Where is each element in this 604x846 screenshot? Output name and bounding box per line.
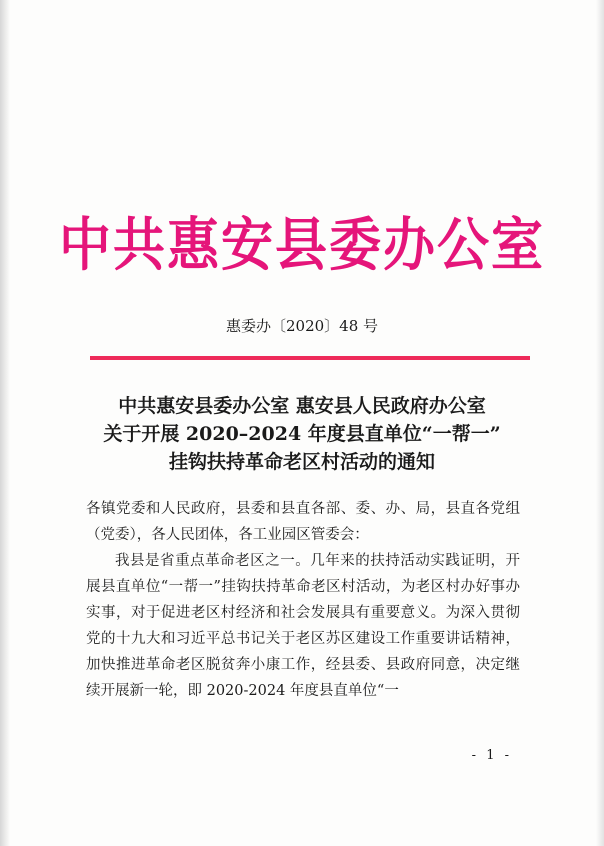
body-paragraph-1: 我县是省重点革命老区之一。几年来的扶持活动实践证明，开展县直单位“一帮一”挂钩扶持革命老区村活动，为老区村办好事办实事，对于促进老区村经济和社会发展具有重要意义。为深入贯彻党的十九大和习近平总书记关于老区苏区建设工作重要讲话精神，加快推进革命老区脱贫奔小康工作，经县委、县政府同意，决定继续开展新一轮，即 2020-2024 年度县直单位“一 bbox=[86, 553, 520, 699]
notice-title-line-1: 中共惠安县委办公室 惠安县人民政府办公室 bbox=[118, 395, 486, 417]
org-header-title: 中共惠安县委办公室 bbox=[58, 211, 545, 279]
notice-title bbox=[60, 392, 544, 476]
notice-title-line-2: 关于开展 2020–2024 年度县直单位“一帮一” bbox=[103, 423, 501, 445]
notice-title-line-3: 挂钩扶持革命老区村活动的通知 bbox=[168, 451, 435, 473]
addressee-paragraph: 各镇党委和人民政府，县委和县直各部、委、办、局，县直各党组（党委），各人民团体，各工业园区管委会： bbox=[86, 501, 520, 543]
document-number: 惠委办〔2020〕48 号 bbox=[225, 317, 379, 335]
red-separator-line bbox=[90, 356, 530, 360]
document-body bbox=[86, 496, 520, 704]
page-number: - 1 - bbox=[471, 748, 512, 763]
scan-edge-left bbox=[0, 0, 10, 846]
scan-edge-right bbox=[596, 0, 604, 846]
